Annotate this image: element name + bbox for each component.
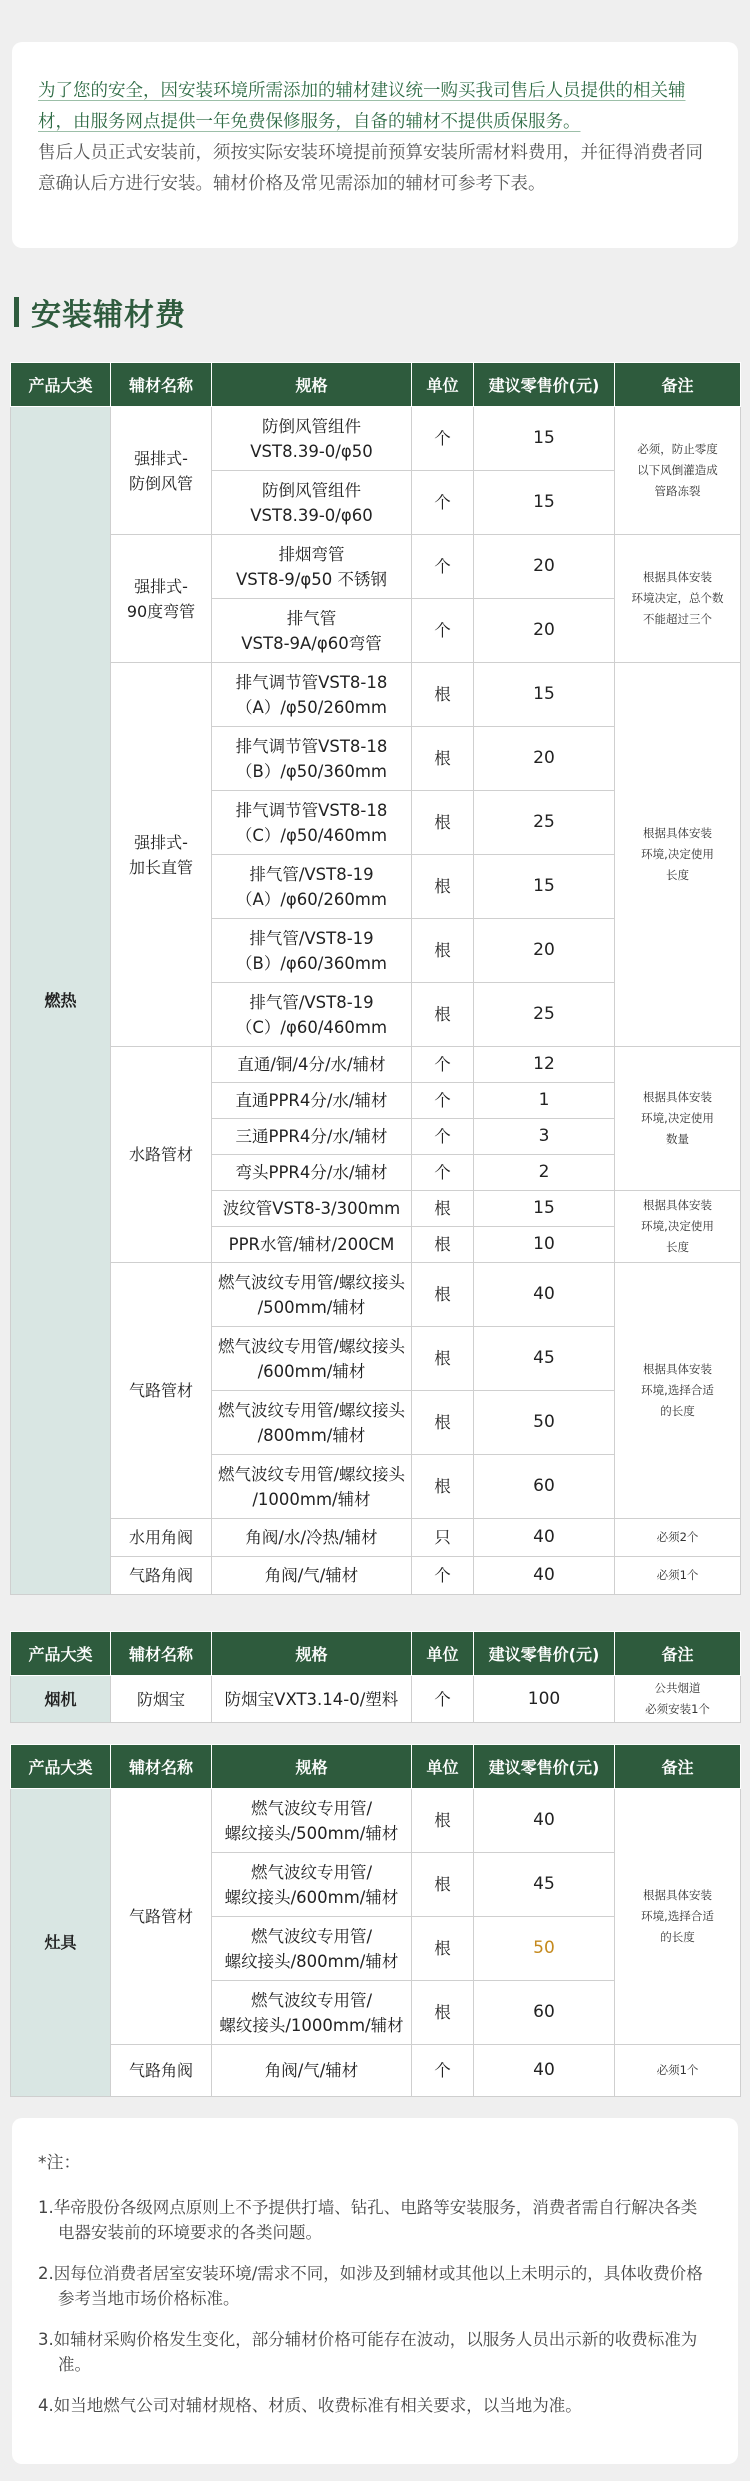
header-unit: 单位 [412,1745,474,1789]
price-cell: 20 [474,599,615,663]
header-name: 辅材名称 [111,363,212,407]
spec-cell: 角阀/水/冷热/辅材 [212,1519,412,1557]
name-cell: 气路角阀 [111,1557,212,1595]
spec-cell: 防倒风管组件 VST8.39-0/φ50 [212,407,412,471]
name-cell: 强排式- 90度弯管 [111,535,212,663]
price-cell: 50 [474,1391,615,1455]
spec-cell: 排烟弯管 VST8-9/φ50 不锈钢 [212,535,412,599]
spec-cell: 燃气波纹专用管/螺纹接头 /500mm/辅材 [212,1263,412,1327]
price-cell: 15 [474,471,615,535]
category-cell: 燃热 [11,407,111,1595]
price-cell: 45 [474,1327,615,1391]
category-cell: 烟机 [11,1676,111,1723]
header-price: 建议零售价(元) [474,363,615,407]
notice-install-text: 售后人员正式安装前，须按实际安装环境提前预算安装所需材料费用，并征得消费者同意确认后方进行安装。辅材价格及常见需添加的辅材可参考下表。 [38,143,703,194]
unit-cell: 根 [412,663,474,727]
footnote-item: 3.如辅材采购价格发生变化，部分辅材价格可能存在波动，以服务人员出示新的收费标准为准。 [38,2330,698,2374]
table-stove [10,1744,741,2097]
unit-cell: 个 [412,1557,474,1595]
spec-cell: 直通PPR4分/水/辅材 [212,1083,412,1119]
spec-cell: 排气管 VST8-9A/φ60弯管 [212,599,412,663]
unit-cell: 根 [412,1227,474,1263]
table-row [11,1047,741,1083]
unit-cell: 个 [412,471,474,535]
price-cell: 25 [474,791,615,855]
price-cell: 15 [474,663,615,727]
price-cell: 2 [474,1155,615,1191]
unit-cell: 根 [412,1263,474,1327]
name-cell: 强排式- 防倒风管 [111,407,212,535]
spec-cell: 角阀/气/辅材 [212,2045,412,2097]
spec-cell: 三通PPR4分/水/辅材 [212,1119,412,1155]
note-cell: 根据具体安装 环境,决定使用 长度 [615,1191,741,1263]
price-cell: 60 [474,1455,615,1519]
unit-cell: 根 [412,1789,474,1853]
note-cell: 根据具体安装 环境决定，总个数 不能超过三个 [615,535,741,663]
unit-cell: 根 [412,727,474,791]
name-cell: 水路管材 [111,1047,212,1263]
note-cell: 必须2个 [615,1519,741,1557]
note-cell: 根据具体安装 环境,决定使用 数量 [615,1047,741,1191]
table-range-hood [10,1631,741,1723]
header-category: 产品大类 [11,1632,111,1676]
unit-cell: 个 [412,2045,474,2097]
spec-cell: 燃气波纹专用管/ 螺纹接头/600mm/辅材 [212,1853,412,1917]
spec-cell: 防烟宝VXT3.14-0/塑料 [212,1676,412,1723]
unit-cell: 个 [412,535,474,599]
price-cell: 3 [474,1119,615,1155]
spec-cell: 弯头PPR4分/水/辅材 [212,1155,412,1191]
table-row [11,2045,741,2097]
table-row [11,1676,741,1723]
unit-cell: 根 [412,791,474,855]
unit-cell: 根 [412,1853,474,1917]
spec-cell: 燃气波纹专用管/螺纹接头 /800mm/辅材 [212,1391,412,1455]
spec-cell: 燃气波纹专用管/ 螺纹接头/1000mm/辅材 [212,1981,412,2045]
price-cell: 100 [474,1676,615,1723]
table-water-heater [10,362,741,1595]
unit-cell: 只 [412,1519,474,1557]
spec-cell: 燃气波纹专用管/螺纹接头 /600mm/辅材 [212,1327,412,1391]
footnotes-title: *注： [38,2153,81,2173]
notice-card [12,42,738,248]
header-spec: 规格 [212,1632,412,1676]
unit-cell: 个 [412,1047,474,1083]
price-cell: 10 [474,1227,615,1263]
name-cell: 防烟宝 [111,1676,212,1723]
header-name: 辅材名称 [111,1745,212,1789]
unit-cell: 根 [412,919,474,983]
table-header-row [11,363,741,407]
header-note: 备注 [615,1745,741,1789]
unit-cell: 个 [412,1676,474,1723]
notice-warranty-text: 为了您的安全，因安装环境所需添加的辅材建议统一购买我司售后人员提供的相关辅材，由服务网点提供一年免费保修服务，自备的辅材不提供质保服务。 [38,81,686,132]
note-cell: 根据具体安装 环境,选择合适 的长度 [615,1263,741,1519]
header-note: 备注 [615,1632,741,1676]
price-cell: 20 [474,535,615,599]
table-row [11,535,741,599]
name-cell: 强排式- 加长直管 [111,663,212,1047]
unit-cell: 根 [412,983,474,1047]
header-price: 建议零售价(元) [474,1745,615,1789]
price-cell: 50 [474,1917,615,1981]
spec-cell: 排气管/VST8-19 （C）/φ60/460mm [212,983,412,1047]
table-row [11,1789,741,1853]
spec-cell: 燃气波纹专用管/ 螺纹接头/500mm/辅材 [212,1789,412,1853]
unit-cell: 个 [412,1119,474,1155]
header-category: 产品大类 [11,363,111,407]
table-row [11,1263,741,1327]
price-cell: 40 [474,1519,615,1557]
table-row [11,1557,741,1595]
name-cell: 气路管材 [111,1789,212,2045]
unit-cell: 个 [412,1155,474,1191]
unit-cell: 根 [412,1981,474,2045]
price-cell: 45 [474,1853,615,1917]
table-row [11,1519,741,1557]
spec-cell: 排气调节管VST8-18 （A）/φ50/260mm [212,663,412,727]
price-cell: 15 [474,855,615,919]
price-cell: 25 [474,983,615,1047]
price-cell: 40 [474,2045,615,2097]
note-cell: 公共烟道 必须安装1个 [615,1676,741,1723]
spec-cell: 排气调节管VST8-18 （B）/φ50/360mm [212,727,412,791]
name-cell: 气路管材 [111,1263,212,1519]
footnote-item: 1.华帝股份各级网点原则上不予提供打墙、钻孔、电路等安装服务，消费者需自行解决各类电器安装前的环境要求的各类问题。 [38,2198,698,2242]
section-title-bar [14,297,19,327]
price-cell: 40 [474,1263,615,1327]
unit-cell: 个 [412,599,474,663]
unit-cell: 根 [412,1327,474,1391]
section-title [14,290,186,334]
footnotes-card [12,2118,738,2464]
spec-cell: 波纹管VST8-3/300mm [212,1191,412,1227]
price-cell: 20 [474,919,615,983]
price-cell: 15 [474,407,615,471]
header-name: 辅材名称 [111,1632,212,1676]
header-note: 备注 [615,363,741,407]
spec-cell: 燃气波纹专用管/螺纹接头 /1000mm/辅材 [212,1455,412,1519]
price-cell: 12 [474,1047,615,1083]
note-cell: 根据具体安装 环境,决定使用 长度 [615,663,741,1047]
unit-cell: 根 [412,1455,474,1519]
spec-cell: 角阀/气/辅材 [212,1557,412,1595]
note-cell: 必须1个 [615,2045,741,2097]
table-row [11,663,741,727]
header-spec: 规格 [212,1745,412,1789]
table-header-row [11,1632,741,1676]
note-cell: 必须，防止零度 以下风倒灌造成 管路冻裂 [615,407,741,535]
category-cell: 灶具 [11,1789,111,2097]
unit-cell: 根 [412,1391,474,1455]
footnote-item: 4.如当地燃气公司对辅材规格、材质、收费标准有相关要求，以当地为准。 [38,2396,582,2415]
spec-cell: 排气管/VST8-19 （B）/φ60/360mm [212,919,412,983]
spec-cell: 防倒风管组件 VST8.39-0/φ60 [212,471,412,535]
note-cell: 根据具体安装 环境,选择合适 的长度 [615,1789,741,2045]
price-cell: 40 [474,1789,615,1853]
price-cell: 20 [474,727,615,791]
header-unit: 单位 [412,1632,474,1676]
price-cell: 40 [474,1557,615,1595]
unit-cell: 个 [412,407,474,471]
spec-cell: PPR水管/辅材/200CM [212,1227,412,1263]
price-cell: 1 [474,1083,615,1119]
header-price: 建议零售价(元) [474,1632,615,1676]
header-category: 产品大类 [11,1745,111,1789]
spec-cell: 排气调节管VST8-18 （C）/φ50/460mm [212,791,412,855]
unit-cell: 根 [412,855,474,919]
unit-cell: 根 [412,1191,474,1227]
header-unit: 单位 [412,363,474,407]
name-cell: 气路角阀 [111,2045,212,2097]
table-header-row [11,1745,741,1789]
spec-cell: 燃气波纹专用管/ 螺纹接头/800mm/辅材 [212,1917,412,1981]
spec-cell: 直通/铜/4分/水/辅材 [212,1047,412,1083]
note-cell: 必须1个 [615,1557,741,1595]
table-row [11,407,741,471]
price-cell: 60 [474,1981,615,2045]
name-cell: 水用角阀 [111,1519,212,1557]
unit-cell: 根 [412,1917,474,1981]
price-cell: 15 [474,1191,615,1227]
unit-cell: 个 [412,1083,474,1119]
spec-cell: 排气管/VST8-19 （A）/φ60/260mm [212,855,412,919]
footnote-item: 2.因每位消费者居室安装环境/需求不同，如涉及到辅材或其他以上未明示的，具体收费价格参考当地市场价格标准。 [38,2264,703,2308]
section-title-text: 安装辅材费 [31,298,186,333]
header-spec: 规格 [212,363,412,407]
